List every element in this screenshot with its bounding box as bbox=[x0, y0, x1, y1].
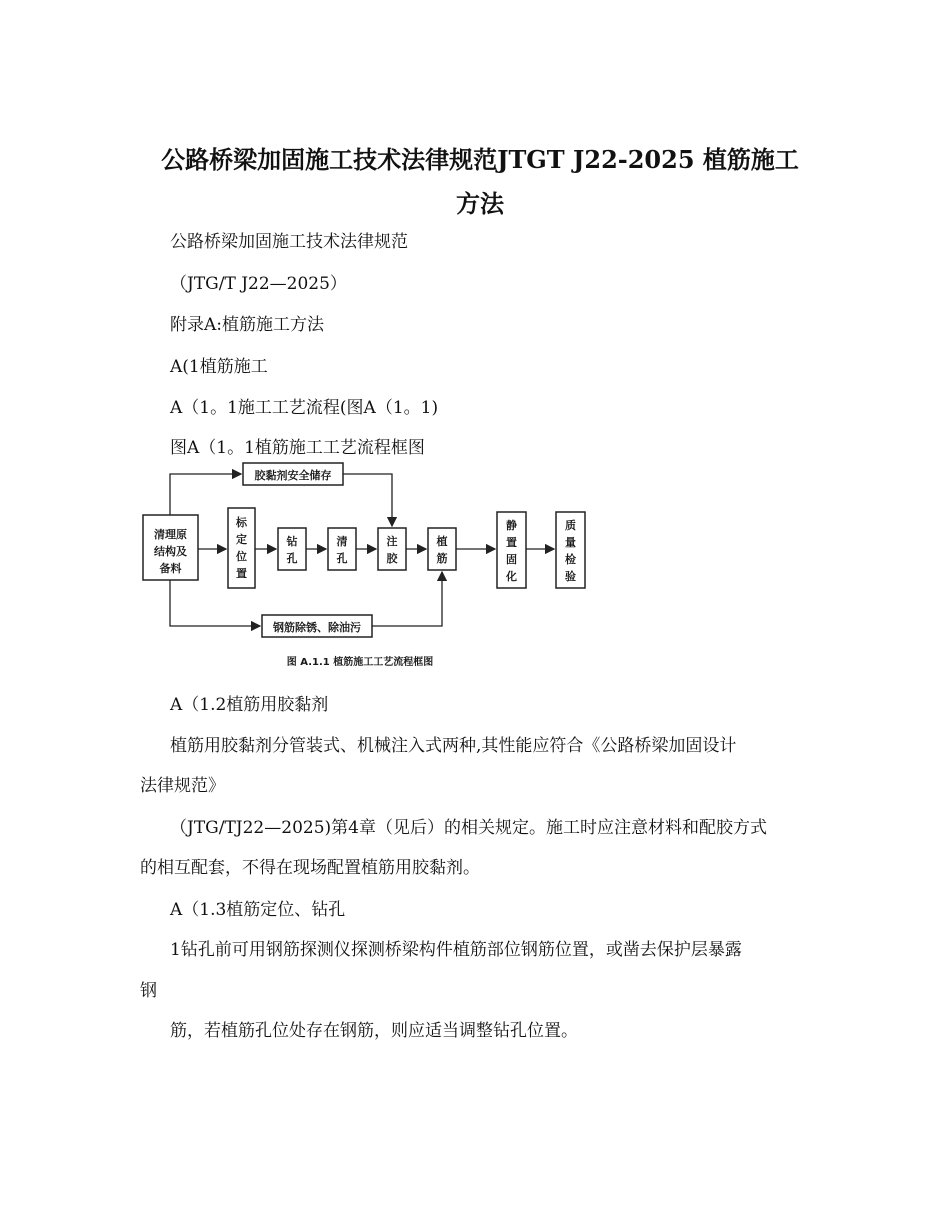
cure-label-3: 固 bbox=[506, 553, 517, 566]
cure-label-1: 静 bbox=[506, 519, 517, 532]
inject-label-2: 胶 bbox=[386, 552, 398, 565]
quality-label-2: 量 bbox=[565, 536, 576, 549]
paragraph-12: A（1.3植筋定位、钻孔 bbox=[170, 900, 346, 920]
clean-label-2: 孔 bbox=[336, 552, 348, 565]
quality-label-1: 质 bbox=[565, 519, 576, 532]
locate-label-4: 置 bbox=[236, 567, 247, 580]
figure-caption: 图 A.1.1 植筋施工工艺流程框图 bbox=[286, 657, 434, 668]
inject-label-1: 注 bbox=[386, 535, 398, 548]
paragraph-8: 植筋用胶黏剂分管装式、机械注入式两种,其性能应符合《公路桥梁加固设计 bbox=[170, 736, 737, 756]
paragraph-15: 筋，若植筋孔位处存在钢筋，则应适当调整钻孔位置。 bbox=[170, 1021, 578, 1041]
prep-label-1: 清理原 bbox=[154, 528, 187, 541]
plant-label-2: 筋 bbox=[436, 552, 448, 565]
locate-label-2: 定 bbox=[236, 533, 247, 546]
storage-label: 胶黏剂安全储存 bbox=[254, 469, 332, 482]
title-line-1: 公路桥梁加固施工技术法律规范JTGT J22-2025 植筋施工 bbox=[161, 145, 799, 174]
paragraph-5: A（1。1施工工艺流程(图A（1。1) bbox=[170, 398, 439, 418]
prep-label-3: 备料 bbox=[159, 562, 182, 575]
paragraph-14: 钢 bbox=[140, 981, 157, 1001]
paragraph-7: A（1.2植筋用胶黏剂 bbox=[170, 695, 329, 715]
title-line-2: 方法 bbox=[456, 189, 504, 218]
paragraph-1: 公路桥梁加固施工技术法律规范 bbox=[170, 232, 408, 252]
plant-label-1: 植 bbox=[436, 535, 448, 548]
paragraph-10: （JTG/TJ22—2025)第4章（见后）的相关规定。施工时应注意材料和配胶方式 bbox=[170, 818, 767, 838]
locate-label-1: 标 bbox=[236, 516, 247, 529]
page-title bbox=[130, 138, 830, 226]
cure-label-4: 化 bbox=[506, 570, 517, 583]
paragraph-11: 的相互配套，不得在现场配置植筋用胶黏剂。 bbox=[140, 858, 480, 878]
paragraph-3: 附录A:植筋施工方法 bbox=[170, 315, 325, 335]
paragraph-4: A(1植筋施工 bbox=[170, 357, 268, 377]
paragraph-6: 图A（1。1植筋施工工艺流程框图 bbox=[170, 438, 425, 458]
paragraph-9: 法律规范》 bbox=[140, 776, 225, 796]
flowchart-figure bbox=[140, 460, 600, 675]
derust-label: 钢筋除锈、除油污 bbox=[273, 621, 361, 634]
drill-label-1: 钻 bbox=[286, 535, 298, 548]
flowchart-svg bbox=[140, 460, 600, 675]
quality-label-4: 验 bbox=[565, 570, 576, 583]
clean-label-1: 清 bbox=[336, 535, 348, 548]
paragraph-2: （JTG/T J22—2025） bbox=[170, 274, 347, 294]
drill-label-2: 孔 bbox=[286, 552, 298, 565]
locate-label-3: 位 bbox=[236, 550, 247, 563]
prep-label-2: 结构及 bbox=[154, 545, 187, 558]
paragraph-13: 1钻孔前可用钢筋探测仪探测桥梁构件植筋部位钢筋位置，或凿去保护层暴露 bbox=[170, 940, 742, 960]
quality-label-3: 检 bbox=[565, 553, 576, 566]
cure-label-2: 置 bbox=[506, 536, 517, 549]
